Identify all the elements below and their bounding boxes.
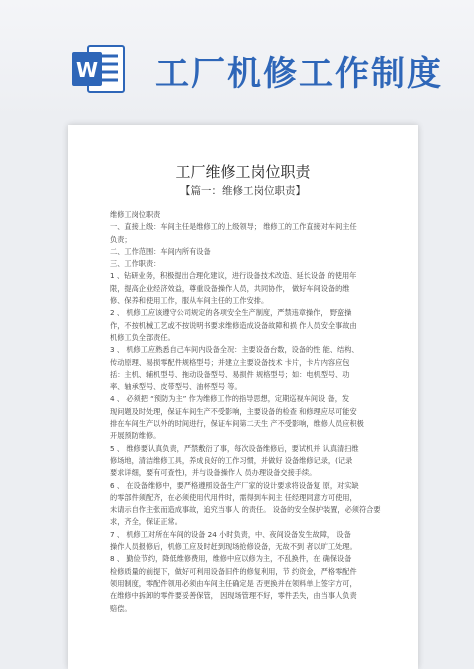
banner-title: 工厂机修工作制度 [155,54,443,94]
document-line: 未请示自作主张而造成事故，追究当事人 的责任。 设备的安全保护装置，必须符合要 [110,505,381,515]
top-banner [0,0,474,120]
document-line: 排在车间生产以外的时间进行，保证车间第二天生 产不受影响，维修人员应积极 [110,419,364,429]
document-title: 工厂维修工岗位职责 [175,163,311,181]
document-line: 领用制度，零配件领用必须由车间主任确定是 否更换并在领料单上签字方可， [110,578,357,588]
document-line: 8 、 勤俭节约，降低维修费用，维修中应以修为主，不乱换件，在 确保设备 [110,554,352,564]
word-document-icon [70,40,128,98]
document-line: 2 、 机修工应该遵守公司规定的各项安全生产制度，严禁违章操作， 野蛮操 [110,308,352,318]
document-line: 括：主机、辅机型号、拖动设备型号、易损件 规格型号；如：电机型号、功 [110,369,350,379]
document-line: 检修质量的前提下，做好可利用设备旧件的修复利用，节 约资金，严格零配件 [110,566,357,576]
document-line: 在维修中拆卸的零件要妥善保管， 因现场管理不好，零件丢失，由当事人负责 [110,591,357,601]
document-line: 修场地，清洁维修工具，养成良好的工作习惯，并做好 设备维修记录，(记录 [110,455,353,465]
document-line: 二、工作范围：车间内所有设备 [110,246,211,256]
document-line: 6 、 在设备维修中，要严格遵照设备生产厂家的设计要求将设备复 原，对实缺 [110,480,359,490]
document-line: 5 、 维修要认真负责，严禁敷衍了事，每次设备维修后，要试机并 认真清扫维 [110,443,359,453]
document-line: 开展预防维修。 [110,431,161,441]
document-subtitle: 【篇一：维修工岗位职责】 [180,185,306,197]
document-body [110,209,382,615]
document-line: 1 、钻研业务，积极提出合理化建议，进行设备技术改造、延长设备 的使用年 [110,271,357,281]
document-line: 率、轴承型号、皮带型号、油杯型号 等。 [110,382,242,392]
document-line: 传动原理、易损零配件规格型号；并建立主要设备技术 卡片，卡片内容应包 [110,357,350,367]
document-line: 维修工岗位职责 [110,210,161,219]
document-line: 要求详细，要有可查性)，并与设备操作人 员办理设备交接手续。 [110,468,317,478]
document-line: 限，提高企业经济效益，尊重设备操作人员，共同协作， 做好车间设备的维 [110,283,350,293]
document-line: 三、工作职责： [110,259,161,269]
document-line: 7 、 机修工对所在车间的设备 24 小时负责，中、夜间设备发生故障， 设备 [110,529,351,539]
document-line: 作，不按机械工艺或不按说明书要求维修造成设备故障和损 作人员安全事故由 [110,320,357,330]
document-line: 现问题及时处理，保证车间生产不受影响，主要设备的检查 和修理应尽可能安 [110,406,357,416]
document-line: 求，齐全，保证正常。 [110,517,182,527]
document-line: 3 、 机修工应熟悉自己车间内设备全况：主要设备台数，设备的性 能、结构、 [110,345,359,355]
document-line: 赔偿。 [110,603,132,613]
document-page [68,125,418,669]
document-line: 4 、 必须把 “预防为主” 作为维修工作的指导思想，定期巡视车间设 备，发 [110,394,350,404]
document-line: 机修工负全部责任。 [110,332,175,342]
document-line: 操作人员报修后，机修工应及时赶到现场抢修设备，无故不到 者以旷工处理。 [110,542,357,552]
document-line: 负责； [110,234,132,244]
document-line: 的零部件须配齐，在必须使用代用件时，需得到车间主 任经理同意方可使用， [110,492,357,502]
document-line: 一、直接上级：车间主任是维修工的上级领导； 维修工的工作直接对车间主任 [110,222,357,232]
svg-text:W: W [75,58,99,82]
document-line: 修、保养和使用工作，服从车间主任的工作安排。 [110,296,269,306]
